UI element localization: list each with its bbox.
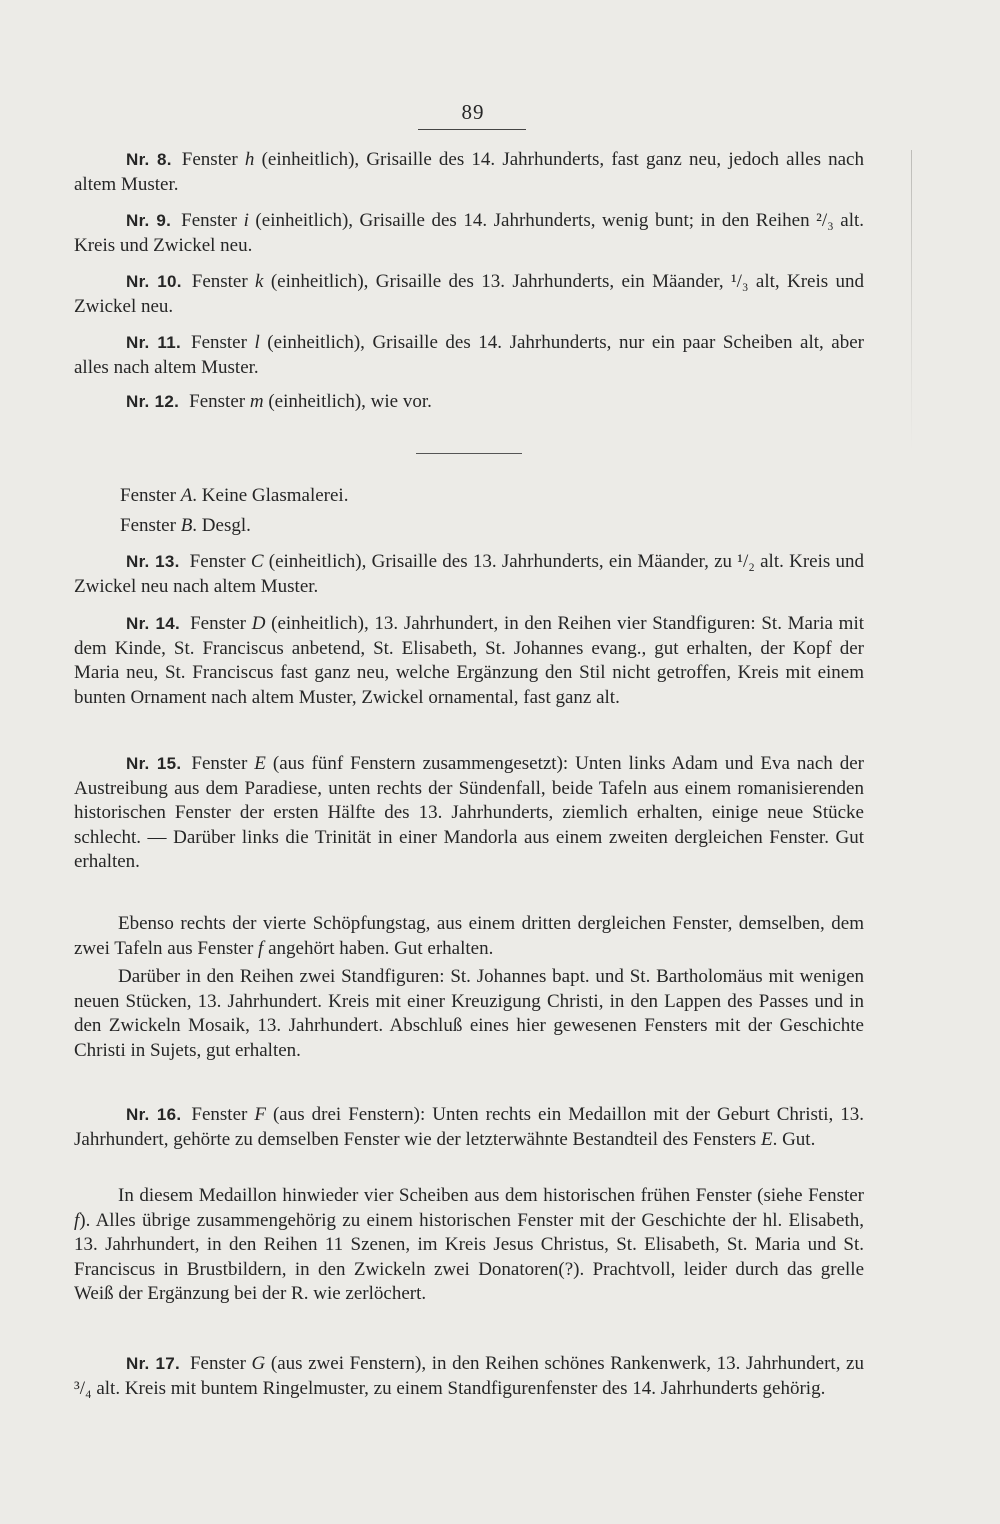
window-letter: m [249, 391, 264, 412]
entry-prefix: Fenster [191, 753, 255, 774]
paragraph-text: ). Alles übrige zusammengehörig zu einem historischen Fenster mit der Geschichte der hl. Elisabeth, 13. Jahrhundert, in den Reihen 11 Szenen, im Kreis Jesus Christus, St. Elisabeth, St. Maria und St. Franciscus in Brustbildern, in den Zwickeln zwei Donatoren(?). Prachtvoll, leider durch das grelle Weiß der Ergänzung bei der R. wie zerlöchert. [74, 1209, 864, 1304]
entry-prefix: Fenster [181, 149, 245, 170]
entry-text: (einheitlich), 13. Jahrhundert, in den Reihen vier Standfiguren: St. Maria mit dem Kinde, St. Franciscus anbetend, St. Elisabeth, St. Johannes evang., gut erhalten, der Kopf der Maria neu, St. Franciscus fast ganz neu, welche Ergänzung den Stil nicht getroffen, Kreis mit einem bunten Ornament nach altem Muster, Zwickel ornamental, fast ganz alt. [74, 613, 865, 708]
page-number: 89 [461, 100, 485, 124]
line-text: . Desgl. [192, 515, 251, 536]
paragraph-text: angehört haben. Gut erhalten. [263, 937, 494, 959]
line-prefix: Fenster [120, 515, 181, 536]
entry-text: (einheitlich), Grisaille des 14. Jahrhunderts, wenig bunt; in den Reihen ²/₃ alt. Kreis und Zwickel neu. [74, 210, 864, 256]
window-letter: A [180, 485, 193, 506]
entry-number: Nr. 17. [126, 1354, 180, 1373]
window-letter: B [180, 515, 193, 536]
page-number-rule [418, 129, 526, 130]
entry-text: (einheitlich), wie vor. [263, 391, 432, 412]
entry-number: Nr. 9. [126, 211, 172, 230]
section-divider [416, 453, 522, 454]
entry-prefix: Fenster [189, 391, 250, 412]
window-letter: D [251, 613, 266, 634]
scan-artifact [911, 150, 912, 450]
window-letter: f [74, 1209, 80, 1231]
entry-number: Nr. 10. [126, 272, 182, 291]
entry-text: (aus fünf Fenstern zusammengesetzt): Unten links Adam und Eva nach der Austreibung aus dem Paradiese, unten rechts der Sündenfall, beide Tafeln aus einem romanisierenden historischen Fenster der ersten Hälfte des 13. Jahrhunderts, ziemlich erhalten, einige neue Stücke schlecht. — Darüber links die Trinität in einer Mandorla aus einem zweiten dergleichen Fenster. Gut erhalten. [74, 753, 864, 872]
entry-text: (einheitlich), Grisaille des 13. Jahrhunderts, ein Mäander, ¹/₃ alt, Kreis und Zwickel neu. [74, 271, 865, 317]
window-letter: E [254, 753, 266, 774]
entry-nr-13 [74, 550, 864, 599]
entry-nr-15 [74, 752, 864, 875]
entry-nr-14 [74, 612, 864, 710]
window-letter: E [760, 1128, 773, 1150]
entry-15-paragraph-3: Darüber in den Reihen zwei Standfiguren: St. Johannes bapt. und St. Bartholomäus mit wenigen neuen Stücken, 13. Jahrhundert. Kreis mit einer Kreuzigung Christi, in den Lappen des Passes und in den Zwickeln Mosaik, 13. Jahrhundert. Abschluß eines hier gewesenen Fensters mit der Geschichte Christi in Sujets, gut erhalten. [74, 966, 864, 1061]
entry-text: (aus zwei Fenstern), in den Reihen schönes Rankenwerk, 13. Jahrhundert, zu ³/₄ alt. Kreis mit buntem Ringelmuster, zu einem Standfigurenfenster des 14. Jahrhunderts gehörig. [74, 1353, 864, 1399]
window-letter: l [254, 332, 260, 353]
entry-prefix: Fenster [191, 332, 255, 353]
entry-number: Nr. 16. [126, 1105, 182, 1124]
window-b-line [120, 514, 251, 539]
window-letter: h [244, 149, 255, 170]
window-letter: f [258, 937, 264, 959]
entry-text: (einheitlich), Grisaille des 14. Jahrhunderts, fast ganz neu, jedoch alles nach altem Muster. [74, 149, 864, 195]
entry-text-end: . Gut. [772, 1128, 816, 1150]
paragraph-prefix: In diesem Medaillon hinwieder vier Scheiben aus dem historischen frühen Fenster (siehe Fenster [118, 1185, 864, 1206]
entry-number: Nr. 15. [126, 754, 182, 773]
entry-prefix: Fenster [191, 1104, 255, 1125]
entry-number: Nr. 14. [126, 614, 181, 633]
entry-prefix: Fenster [191, 271, 256, 292]
entry-16-paragraph-2 [74, 1184, 864, 1307]
entry-nr-8 [74, 148, 864, 197]
entry-number: Nr. 8. [126, 150, 172, 169]
entry-nr-17 [74, 1352, 864, 1401]
entry-prefix: Fenster [189, 1353, 252, 1374]
window-letter: F [254, 1104, 266, 1125]
window-letter: C [250, 551, 264, 572]
entry-text: (einheitlich), Grisaille des 14. Jahrhunderts, nur ein paar Scheiben alt, aber alles nach altem Muster. [74, 332, 865, 378]
window-a-line [120, 484, 348, 509]
paragraph-prefix: Ebenso rechts der vierte Schöpfungstag, aus einem dritten dergleichen Fenster, demselben, dem zwei Tafeln aus Fenster [74, 913, 864, 959]
entry-number: Nr. 12. [126, 392, 180, 411]
entry-prefix: Fenster [190, 613, 252, 634]
window-letter: i [243, 210, 249, 231]
entry-nr-11 [74, 331, 864, 380]
entry-number: Nr. 11. [126, 333, 181, 352]
window-letter: k [255, 271, 264, 292]
entry-number: Nr. 13. [126, 552, 180, 571]
entry-nr-16 [74, 1103, 864, 1152]
entry-text: (einheitlich), Grisaille des 13. Jahrhunderts, ein Mäander, zu ¹/₂ alt. Kreis und Zwickel neu nach altem Muster. [74, 551, 865, 597]
entry-text: (aus drei Fenstern): Unten rechts ein Medaillon mit der Geburt Christi, 13. Jahrhundert, gehörte zu demselben Fenster wie der letzterwähnte Bestandteil des Fensters [74, 1104, 865, 1150]
entry-prefix: Fenster [181, 210, 244, 231]
entry-nr-12 [74, 390, 864, 415]
window-letter: G [251, 1353, 266, 1374]
entry-nr-10 [74, 270, 864, 319]
line-prefix: Fenster [120, 485, 181, 506]
line-text: . Keine Glasmalerei. [192, 485, 349, 506]
entry-prefix: Fenster [189, 551, 251, 572]
entry-nr-9 [74, 209, 864, 258]
entry-15-paragraph-2 [74, 912, 864, 961]
